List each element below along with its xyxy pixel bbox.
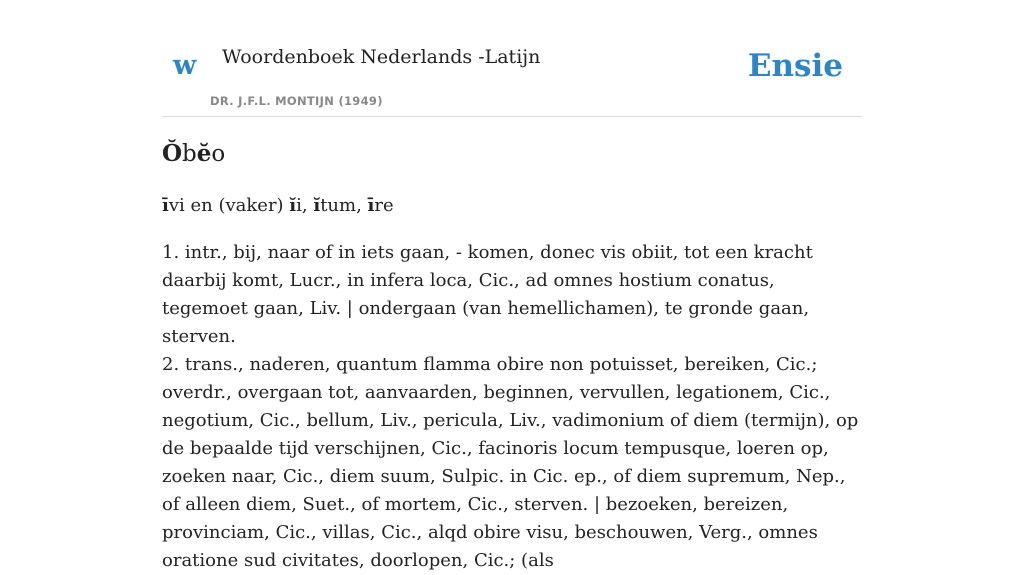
entry-senses (162, 239, 862, 575)
headword-part: ĕ (196, 140, 212, 167)
site-header (162, 0, 862, 117)
form-text: vi en (vaker) (168, 195, 290, 216)
form-vowel: ī (162, 195, 169, 216)
form-vowel: ī (367, 195, 375, 216)
headword-part: o (211, 141, 226, 167)
entry-headword (162, 136, 862, 172)
entry-forms (162, 192, 862, 220)
ensie-brand-link[interactable]: Ensie (747, 48, 843, 84)
form-vowel: ĭ (313, 195, 321, 216)
sense-1: 1. intr., bij, naar of in iets gaan, - komen, donec vis obiit, tot een kracht daarbij komt, Lucr., in infera loca, Cic., ad omnes hostium conatus, tegemoet gaan, Liv. | ondergaan (van hemellichamen), te gronde gaan, sterven. (162, 242, 813, 347)
woordenboek-logo-icon[interactable]: w (173, 50, 197, 81)
form-text: i, (296, 195, 314, 216)
headword-part: Ŏ (162, 140, 183, 167)
form-text: re (374, 195, 394, 216)
headword-part: b (182, 141, 197, 167)
form-vowel: ĭ (289, 195, 297, 216)
dictionary-title-link[interactable]: Woordenboek Nederlands -Latijn (222, 46, 541, 68)
dictionary-entry (162, 136, 862, 575)
dictionary-author: DR. J.F.L. MONTIJN (1949) (210, 94, 383, 108)
sense-2: 2. trans., naderen, quantum flamma obire non potuisset, bereiken, Cic.; overdr., overgaan tot, aanvaarden, beginnen, vervullen, legationem, Cic., negotium, Cic., bellum, Liv., pericula, Liv., vadimonium of diem (termijn), op de bepaalde tijd verschijnen, Cic., facinoris locum tempusque, loeren op, zoeken naar, Cic., diem suum, Sulpic. in Cic. ep., of diem supremum, Nep., of alleen diem, Suet., of mortem, Cic., sterven. | bezoeken, bereizen, provinciam, Cic., villas, Cic., alqd obire visu, beschouwen, Verg., omnes oratione sud civitates, doorlopen, Cic.; (als (162, 354, 859, 571)
form-text: tum, (320, 195, 368, 216)
